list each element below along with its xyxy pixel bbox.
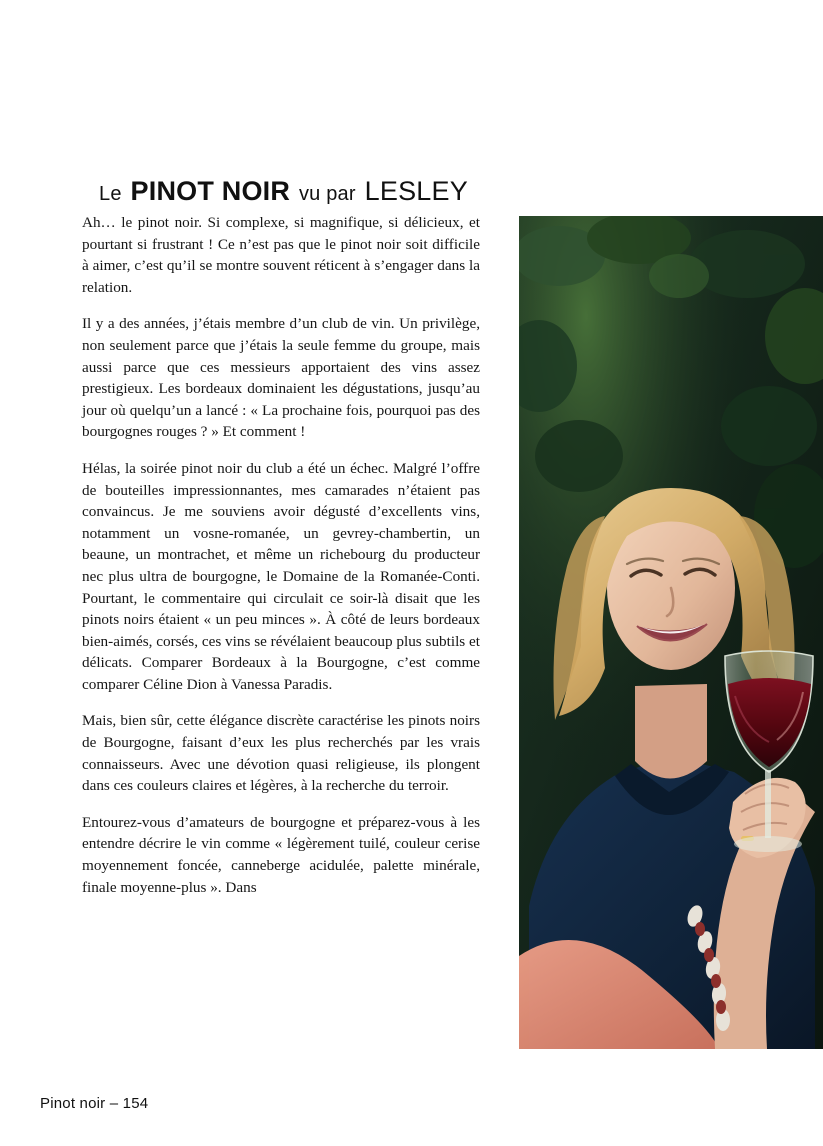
- paragraph: Il y a des années, j’étais membre d’un club de vin. Un privilège, non seulement parce que j’étais la seule femme du groupe, mais aussi parce que ces messieurs apportaient des vins assez prestigieux. Les bordeaux dominaient les dégustations, jusqu’au jour où quelqu’un a lancé : « La prochaine fois, pourquoi pas des bourgognes rouges ? » Et comment !: [82, 315, 480, 441]
- page-footer: Pinot noir – 154: [40, 1095, 149, 1112]
- title-subject: PINOT NOIR: [130, 176, 291, 207]
- article-photo: [519, 216, 823, 1049]
- paragraph: Mais, bien sûr, cette élégance discrète caractérise les pinots noirs de Bourgogne, faisant d’eux les plus recherchés par les vrais connaisseurs. Avec une dévotion quasi religieuse, ils plongent dans ces couleurs claires et légères, à la recherche du terroir.: [82, 712, 480, 795]
- title-person: LESLEY: [364, 176, 468, 207]
- title-prefix: Le: [99, 183, 122, 206]
- page-title: [99, 171, 468, 208]
- paragraph: Entourez-vous d’amateurs de bourgogne et préparez-vous à les entendre décrire le vin comme « légèrement tuilé, couleur cerise moyennement foncée, canneberge acidulée, palette minérale, finale moyenne-plus ». Dans: [82, 813, 480, 896]
- paragraph: Hélas, la soirée pinot noir du club a été un échec. Malgré l’offre de bouteilles impressionnantes, mes camarades n’étaient pas convaincus. Je me souviens avoir dégusté d’excellents vins, notamment un vosne-romanée, un gevrey-chambertin, un beaune, un montrachet, et même un richebourg du producteur nec plus ultra de bourgogne, le Domaine de la Romanée-Conti. Pourtant, le commentaire qui circulait ce soir-là disait que les pinots noirs étaient « un peu minces ». À côté de leurs bordeaux bien-aimés, corsés, ces vins se révélaient beaucoup plus subtils et délicats. Comparer Bordeaux à la Bourgogne, c’est comme comparer Céline Dion à Vanessa Paradis.: [82, 459, 480, 693]
- paragraph: Ah… le pinot noir. Si complexe, si magnifique, si délicieux, et pourtant si frustrant ! Ce n’est pas que le pinot noir soit difficile à aimer, c’est qu’il se montre souvent réticent à s’engager dans la relation.: [82, 214, 480, 296]
- title-middle: vu par: [298, 183, 356, 206]
- article-body: [82, 212, 480, 898]
